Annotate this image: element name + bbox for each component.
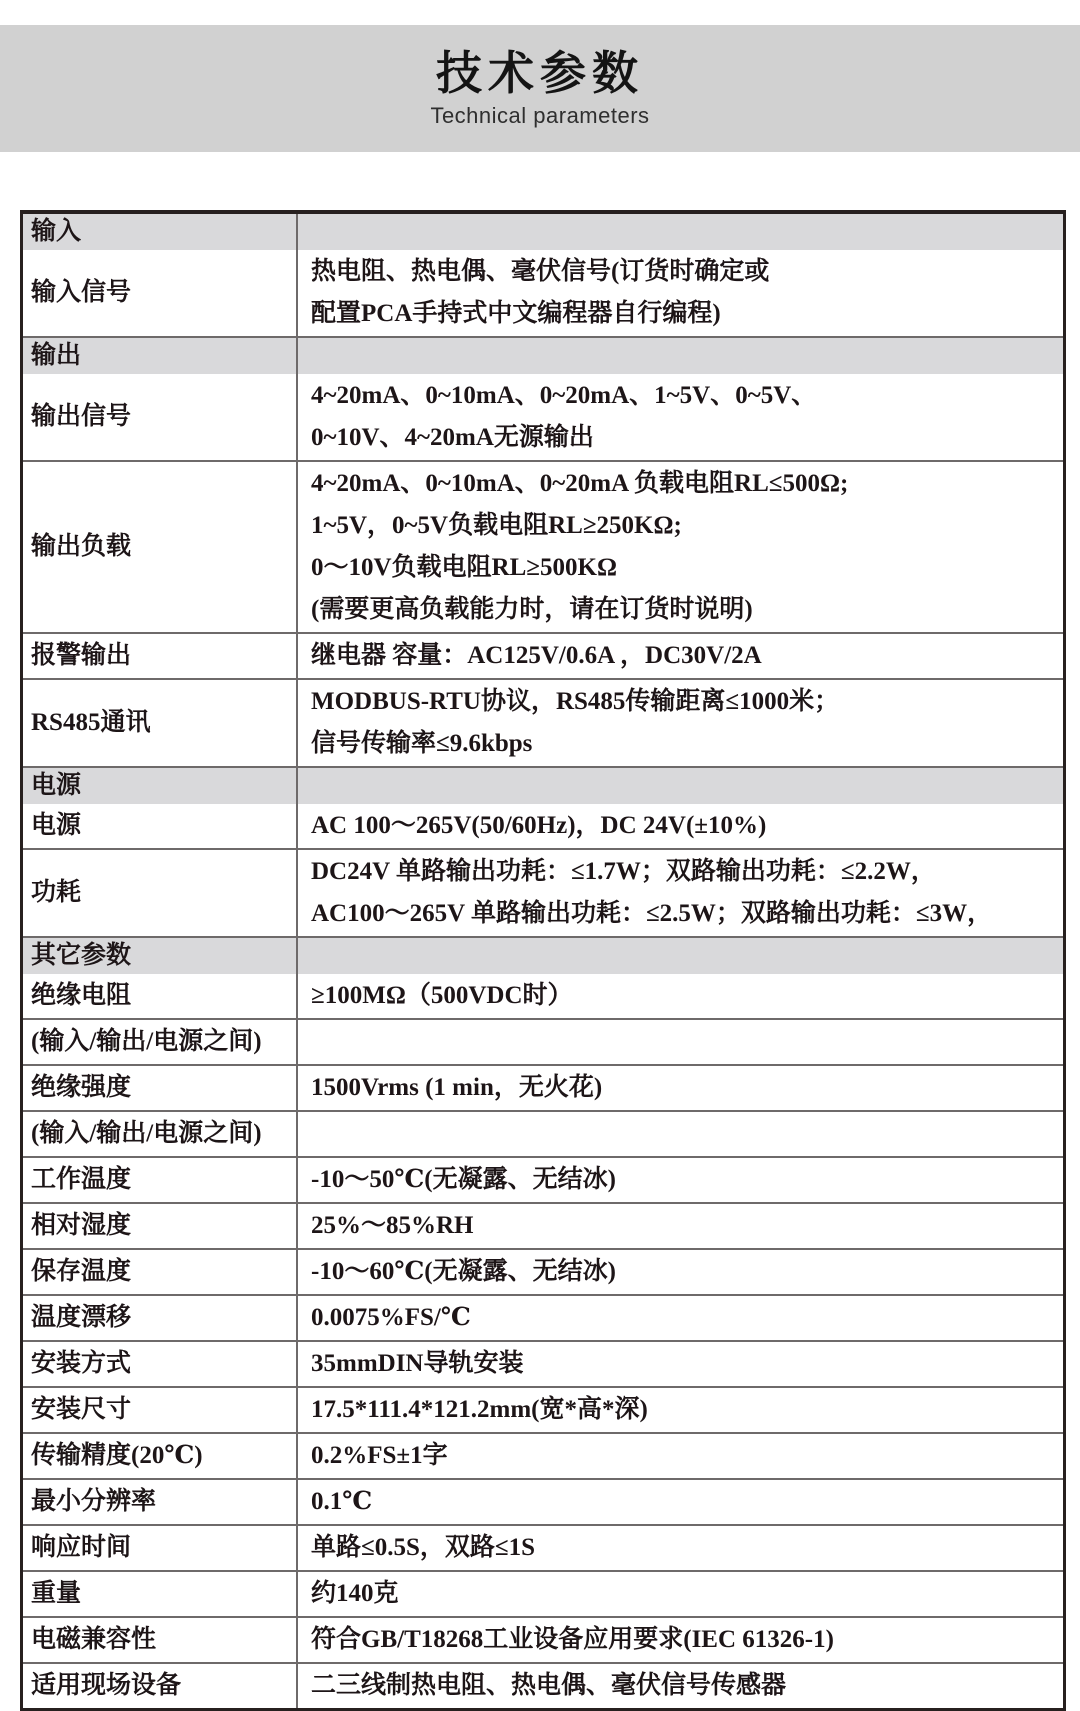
row-value [298,1342,1063,1386]
row-label-text: 重量 [31,1580,82,1607]
section-row [23,336,1063,374]
row-value-line: 1500Vrms (1 min，无火花) [311,1074,603,1101]
row-label [23,1664,298,1708]
row-label-text: 绝缘电阻 [31,982,132,1009]
row-value [298,1480,1063,1524]
row-value [298,250,1063,336]
row-label-text: 传输精度(20℃) [31,1442,203,1469]
table-row [23,632,1063,678]
table-row [23,804,1063,848]
row-value [298,1020,1063,1064]
row-label-text: 输入 [31,218,82,245]
row-label-text: 响应时间 [31,1534,132,1561]
row-value-line: ≥100MΩ（500VDC时） [311,982,573,1009]
row-label [23,1250,298,1294]
row-value [298,850,1063,936]
table-row [23,460,1063,632]
row-label [23,680,298,766]
row-label [23,634,298,678]
row-value [298,768,1063,804]
row-label [23,1158,298,1202]
row-label [23,374,298,460]
row-label [23,1066,298,1110]
row-value-line: 二三线制热电阻、热电偶、毫伏信号传感器 [311,1672,787,1699]
row-label [23,338,298,374]
table-row [23,250,1063,336]
row-value-line: 0.0075%FS/℃ [311,1304,471,1331]
parameters-table [20,210,1066,1711]
row-value [298,938,1063,974]
table-row [23,1432,1063,1478]
row-label-text: 最小分辨率 [31,1488,157,1515]
row-label-text: 输出信号 [31,403,132,430]
page-title: 技术参数 [436,47,644,100]
row-value-line: DC24V 单路输出功耗：≤1.7W；双路输出功耗：≤2.2W， [311,858,936,885]
row-label-text: 功耗 [31,879,82,906]
row-label [23,1112,298,1156]
table-row [23,1524,1063,1570]
row-value-line: -10～50℃(无凝露、无结冰) [311,1166,616,1193]
row-value [298,462,1063,632]
row-value-line: 0.1℃ [311,1488,373,1515]
row-value-line: 35mmDIN导轨安装 [311,1350,524,1377]
row-label [23,250,298,336]
row-value-line: 信号传输率≤9.6kbps [311,730,533,757]
row-value-line: AC 100～265V(50/60Hz)，DC 24V(±10%) [311,812,767,839]
row-value [298,1664,1063,1708]
row-value-line: -10～60℃(无凝露、无结冰) [311,1258,616,1285]
row-value-line: 符合GB/T18268工业设备应用要求(IEC 61326-1) [311,1626,834,1653]
row-label-text: 工作温度 [31,1166,132,1193]
row-label-text: 安装尺寸 [31,1396,132,1423]
section-row [23,766,1063,804]
row-label-text: 绝缘强度 [31,1074,132,1101]
row-value [298,1572,1063,1616]
row-value-line: 4~20mA、0~10mA、0~20mA、1~5V、0~5V、 [311,382,817,409]
row-label [23,1388,298,1432]
row-value-line: 0~10V、4~20mA无源输出 [311,424,594,451]
row-label [23,768,298,804]
row-label-text: 安装方式 [31,1350,132,1377]
row-value-line: 热电阻、热电偶、毫伏信号(订货时确定或 [311,258,770,285]
row-label [23,462,298,632]
row-value [298,1204,1063,1248]
row-value [298,1250,1063,1294]
row-label-text: (输入/输出/电源之间) [31,1028,262,1055]
page-subtitle: Technical parameters [430,102,650,128]
row-value-line: (需要更高负载能力时，请在订货时说明) [311,596,753,623]
row-value-line: MODBUS-RTU协议，RS485传输距离≤1000米； [311,688,840,715]
table-row [23,1248,1063,1294]
title-banner [0,25,1080,152]
row-label-text: 电磁兼容性 [31,1626,157,1653]
row-label-text: 输出负载 [31,533,132,560]
row-value [298,1618,1063,1662]
table-row [23,1478,1063,1524]
row-label-text: 输入信号 [31,279,132,306]
table-row [23,1110,1063,1156]
row-label-text: 电源 [31,772,82,799]
table-row [23,1616,1063,1662]
row-value [298,1158,1063,1202]
table-row [23,1294,1063,1340]
row-label-text: 报警输出 [31,642,132,669]
row-label-text: 其它参数 [31,942,132,969]
row-label-text: 温度漂移 [31,1304,132,1331]
row-label [23,1572,298,1616]
row-label [23,1020,298,1064]
row-value [298,214,1063,250]
table-row [23,678,1063,766]
row-label-text: 保存温度 [31,1258,132,1285]
row-value-line: 0.2%FS±1字 [311,1442,448,1469]
row-label [23,1526,298,1570]
row-value-line: 单路≤0.5S，双路≤1S [311,1534,535,1561]
row-label-text: 输出 [31,342,82,369]
table-row [23,1340,1063,1386]
row-label-text: (输入/输出/电源之间) [31,1120,262,1147]
row-value [298,374,1063,460]
row-label [23,214,298,250]
row-label [23,1204,298,1248]
table-row [23,374,1063,460]
row-value-line: 4~20mA、0~10mA、0~20mA 负载电阻RL≤500Ω; [311,470,849,497]
row-value [298,1296,1063,1340]
row-label [23,974,298,1018]
row-label [23,1480,298,1524]
table-row [23,1018,1063,1064]
row-value [298,1526,1063,1570]
row-label-text: 适用现场设备 [31,1672,182,1699]
row-value [298,974,1063,1018]
table-row [23,1156,1063,1202]
section-row [23,214,1063,250]
row-value [298,1434,1063,1478]
row-label [23,804,298,848]
table-row [23,974,1063,1018]
row-label-text: 相对湿度 [31,1212,132,1239]
row-label-text: RS485通讯 [31,709,151,736]
row-value [298,804,1063,848]
row-value-line: 继电器 容量：AC125V/0.6A ，DC30V/2A [311,642,762,669]
row-value-line: 25%～85%RH [311,1212,474,1239]
row-value-line: 17.5*111.4*121.2mm(宽*高*深) [311,1396,648,1423]
row-value-line: AC100～265V 单路输出功耗：≤2.5W；双路输出功耗：≤3W， [311,900,993,927]
row-value [298,634,1063,678]
row-label [23,850,298,936]
row-value-line: 配置PCA手持式中文编程器自行编程) [311,300,721,327]
table-row [23,1202,1063,1248]
row-value [298,338,1063,374]
row-value-line: 约140克 [311,1580,399,1607]
table-row [23,1570,1063,1616]
section-row [23,936,1063,974]
row-label [23,1434,298,1478]
row-value-line: 0～10V负载电阻RL≥500KΩ [311,554,617,581]
row-value-line: 1~5V，0~5V负载电阻RL≥250KΩ; [311,512,682,539]
table-row [23,848,1063,936]
row-value [298,1388,1063,1432]
row-value [298,680,1063,766]
table-row [23,1064,1063,1110]
row-label [23,1296,298,1340]
row-label [23,938,298,974]
row-value [298,1112,1063,1156]
table-row [23,1662,1063,1708]
row-label [23,1618,298,1662]
row-label [23,1342,298,1386]
row-value [298,1066,1063,1110]
row-label-text: 电源 [31,812,82,839]
table-row [23,1386,1063,1432]
